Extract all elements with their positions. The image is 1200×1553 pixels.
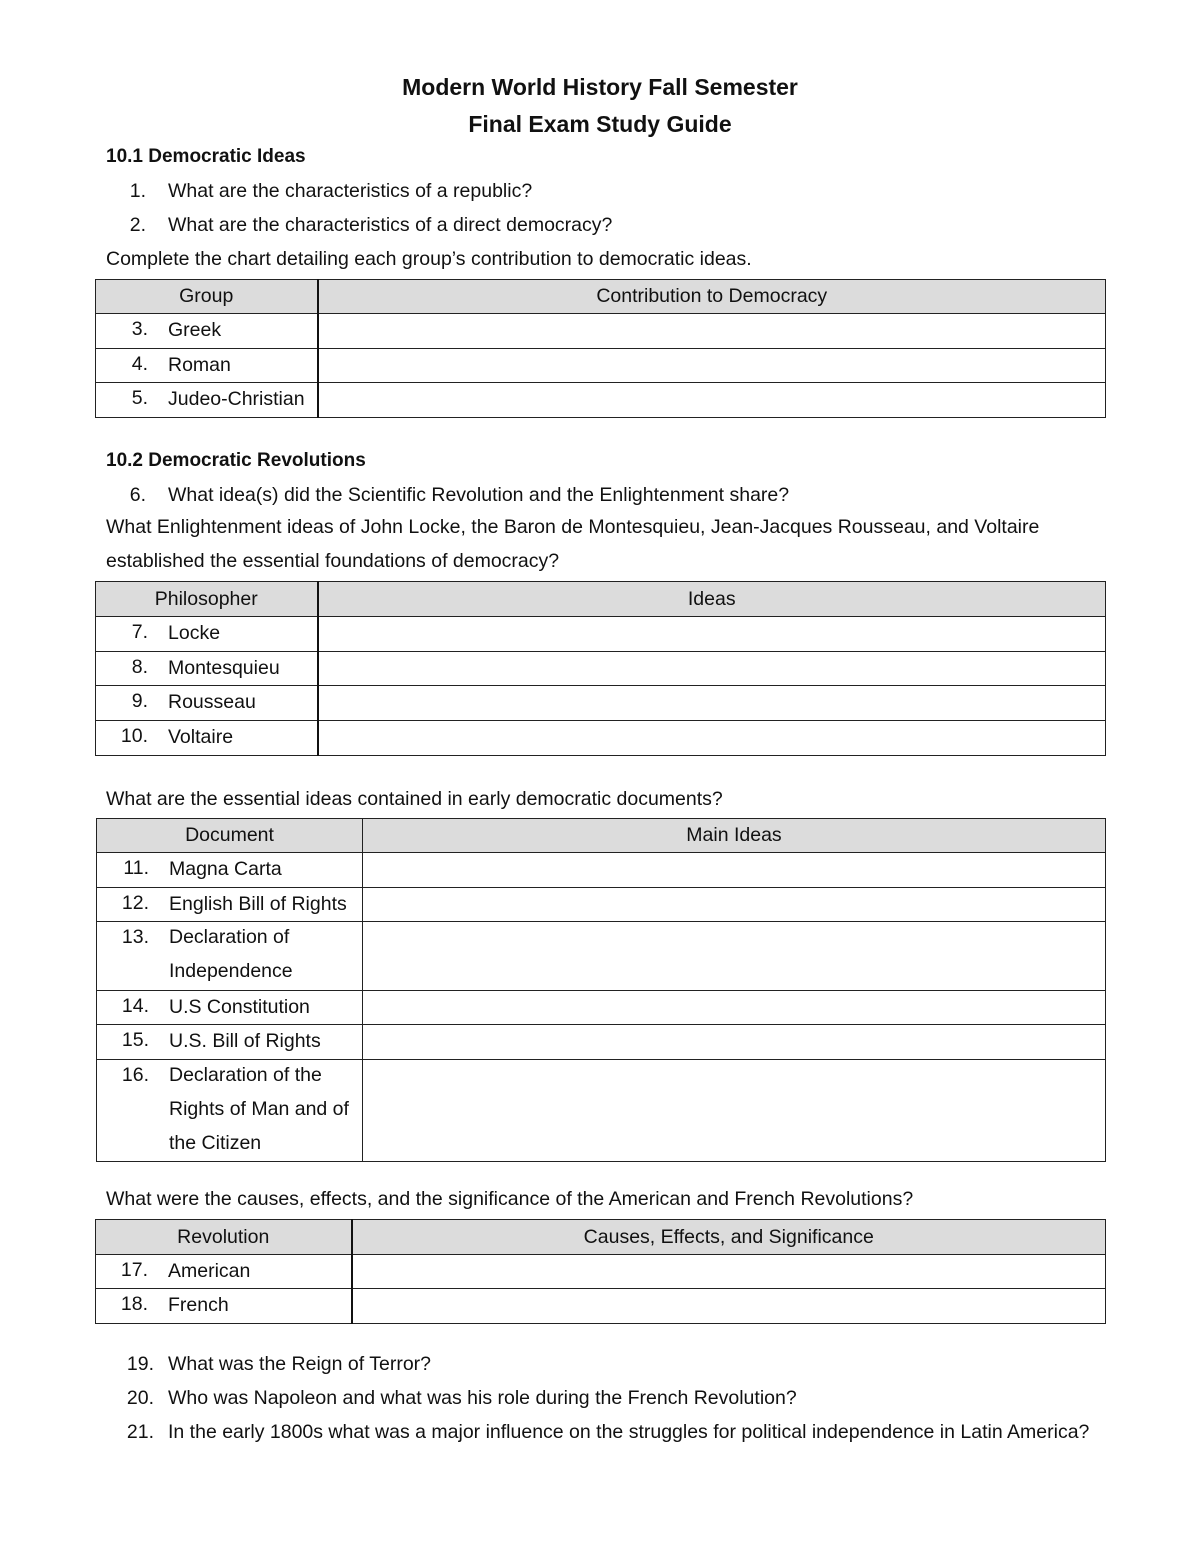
question-number: 20. (126, 1387, 154, 1409)
row-label: Declaration of the Rights of Man and of the Citizen (169, 1064, 349, 1154)
row-number: 8. (131, 656, 148, 678)
question-text: What are the characteristics of a direct democracy? (168, 214, 613, 236)
row-number: 4. (131, 353, 148, 375)
documents-prompt: What are the essential ideas contained in early democratic documents? (106, 788, 723, 810)
section-heading-democratic-revolutions: 10.2 Democratic Revolutions (106, 450, 366, 471)
answer-cell[interactable] (363, 1025, 1106, 1060)
row-number: 3. (131, 318, 148, 340)
row-label: U.S Constitution (169, 996, 310, 1018)
page-title: Modern World History Fall Semester (402, 74, 798, 100)
table-row (96, 1255, 1106, 1289)
row-label: French (168, 1294, 229, 1316)
question-text: What idea(s) did the Scientific Revolution and the Enlightenment share? (168, 484, 790, 506)
row-label: Judeo-Christian (168, 388, 305, 410)
row-number: 5. (131, 387, 148, 409)
row-label-cell (96, 349, 318, 383)
answer-cell[interactable] (363, 991, 1106, 1025)
row-number: 7. (131, 621, 148, 643)
answer-cell[interactable] (318, 349, 1106, 383)
section-heading-democratic-ideas: 10.1 Democratic Ideas (106, 146, 306, 167)
table-header-revolution: Revolution (96, 1220, 352, 1255)
answer-cell[interactable] (363, 853, 1106, 888)
row-label-cell (96, 617, 318, 652)
revolutions-table (95, 1219, 1106, 1324)
row-label-cell (97, 853, 363, 888)
table-header-main-ideas: Main Ideas (363, 819, 1106, 853)
philosopher-prompt-line-1: What Enlightenment ideas of John Locke, the Baron de Montesquieu, Jean-Jacques Rousseau, and Voltaire (106, 516, 1040, 538)
row-number: 15. (121, 1029, 149, 1051)
table-row (97, 853, 1106, 888)
table-header-group: Group (96, 280, 318, 314)
row-number: 10. (120, 725, 148, 747)
row-label: Montesquieu (168, 657, 280, 679)
row-number: 11. (123, 857, 149, 879)
table-header-philosopher: Philosopher (96, 582, 318, 617)
row-label-cell (96, 686, 318, 721)
table-header-document: Document (97, 819, 363, 853)
question-number: 2. (129, 214, 146, 236)
row-label: English Bill of Rights (169, 893, 347, 915)
table-row (96, 686, 1106, 721)
row-label-cell (96, 1255, 352, 1289)
question-text: What was the Reign of Terror? (168, 1353, 432, 1375)
table-row (96, 617, 1106, 652)
row-label: Roman (168, 354, 231, 376)
answer-cell[interactable] (352, 1289, 1106, 1324)
answer-cell[interactable] (363, 922, 1106, 991)
revolutions-prompt: What were the causes, effects, and the significance of the American and French Revolutions? (106, 1188, 914, 1210)
table-row (97, 1025, 1106, 1060)
answer-cell[interactable] (318, 617, 1106, 652)
table-row (96, 383, 1106, 418)
row-label: Magna Carta (169, 858, 282, 880)
row-number: 13. (121, 926, 149, 948)
row-label: Declaration of Independence (169, 926, 293, 982)
row-label: U.S. Bill of Rights (169, 1030, 321, 1052)
answer-cell[interactable] (318, 652, 1106, 686)
question-number: 21. (126, 1421, 154, 1443)
row-label: Greek (168, 319, 222, 341)
question-number: 19. (126, 1353, 154, 1375)
question-text: What are the characteristics of a republic? (168, 180, 533, 202)
table-row (96, 1289, 1106, 1324)
group-contribution-table (95, 279, 1106, 418)
row-label-cell (96, 1289, 352, 1324)
row-label-cell (97, 888, 363, 922)
table-row (97, 1060, 1106, 1162)
question-text: In the early 1800s what was a major influence on the struggles for political independence in Latin America? (168, 1421, 1090, 1443)
answer-cell[interactable] (318, 721, 1106, 756)
row-label-cell (97, 991, 363, 1025)
row-label: Rousseau (168, 691, 256, 713)
row-label: American (168, 1260, 251, 1282)
question-text: Who was Napoleon and what was his role during the French Revolution? (168, 1387, 797, 1409)
row-label: Voltaire (168, 726, 234, 748)
chart-prompt: Complete the chart detailing each group’s contribution to democratic ideas. (106, 248, 752, 270)
table-row (97, 888, 1106, 922)
question-number: 1. (129, 180, 146, 202)
answer-cell[interactable] (363, 888, 1106, 922)
row-label-cell (97, 922, 363, 991)
answer-cell[interactable] (363, 1060, 1106, 1162)
row-number: 14. (121, 995, 149, 1017)
row-label-cell (96, 383, 318, 418)
table-row (96, 652, 1106, 686)
table-header-ideas: Ideas (318, 582, 1106, 617)
answer-cell[interactable] (318, 686, 1106, 721)
table-row (97, 922, 1106, 991)
row-label-cell (97, 1025, 363, 1060)
row-label: Locke (168, 622, 221, 644)
row-number: 16. (121, 1064, 149, 1086)
row-number: 9. (131, 690, 148, 712)
row-label-cell (96, 652, 318, 686)
answer-cell[interactable] (318, 314, 1106, 349)
table-row (96, 349, 1106, 383)
table-header-causes-effects: Causes, Effects, and Significance (352, 1220, 1106, 1255)
row-number: 18. (120, 1293, 148, 1315)
row-number: 12. (121, 892, 149, 914)
philosopher-ideas-table (95, 581, 1106, 756)
answer-cell[interactable] (352, 1255, 1106, 1289)
table-row (96, 721, 1106, 756)
row-label-cell (96, 721, 318, 756)
table-header-contribution: Contribution to Democracy (318, 280, 1106, 314)
table-row (97, 991, 1106, 1025)
table-row (96, 314, 1106, 349)
row-label-cell (96, 314, 318, 349)
row-label-cell (97, 1060, 363, 1162)
answer-cell[interactable] (318, 383, 1106, 418)
question-number: 6. (129, 484, 146, 506)
philosopher-prompt-line-2: established the essential foundations of democracy? (106, 550, 560, 572)
row-number: 17. (120, 1259, 148, 1281)
documents-table (96, 818, 1106, 1162)
page-subtitle: Final Exam Study Guide (468, 111, 732, 137)
